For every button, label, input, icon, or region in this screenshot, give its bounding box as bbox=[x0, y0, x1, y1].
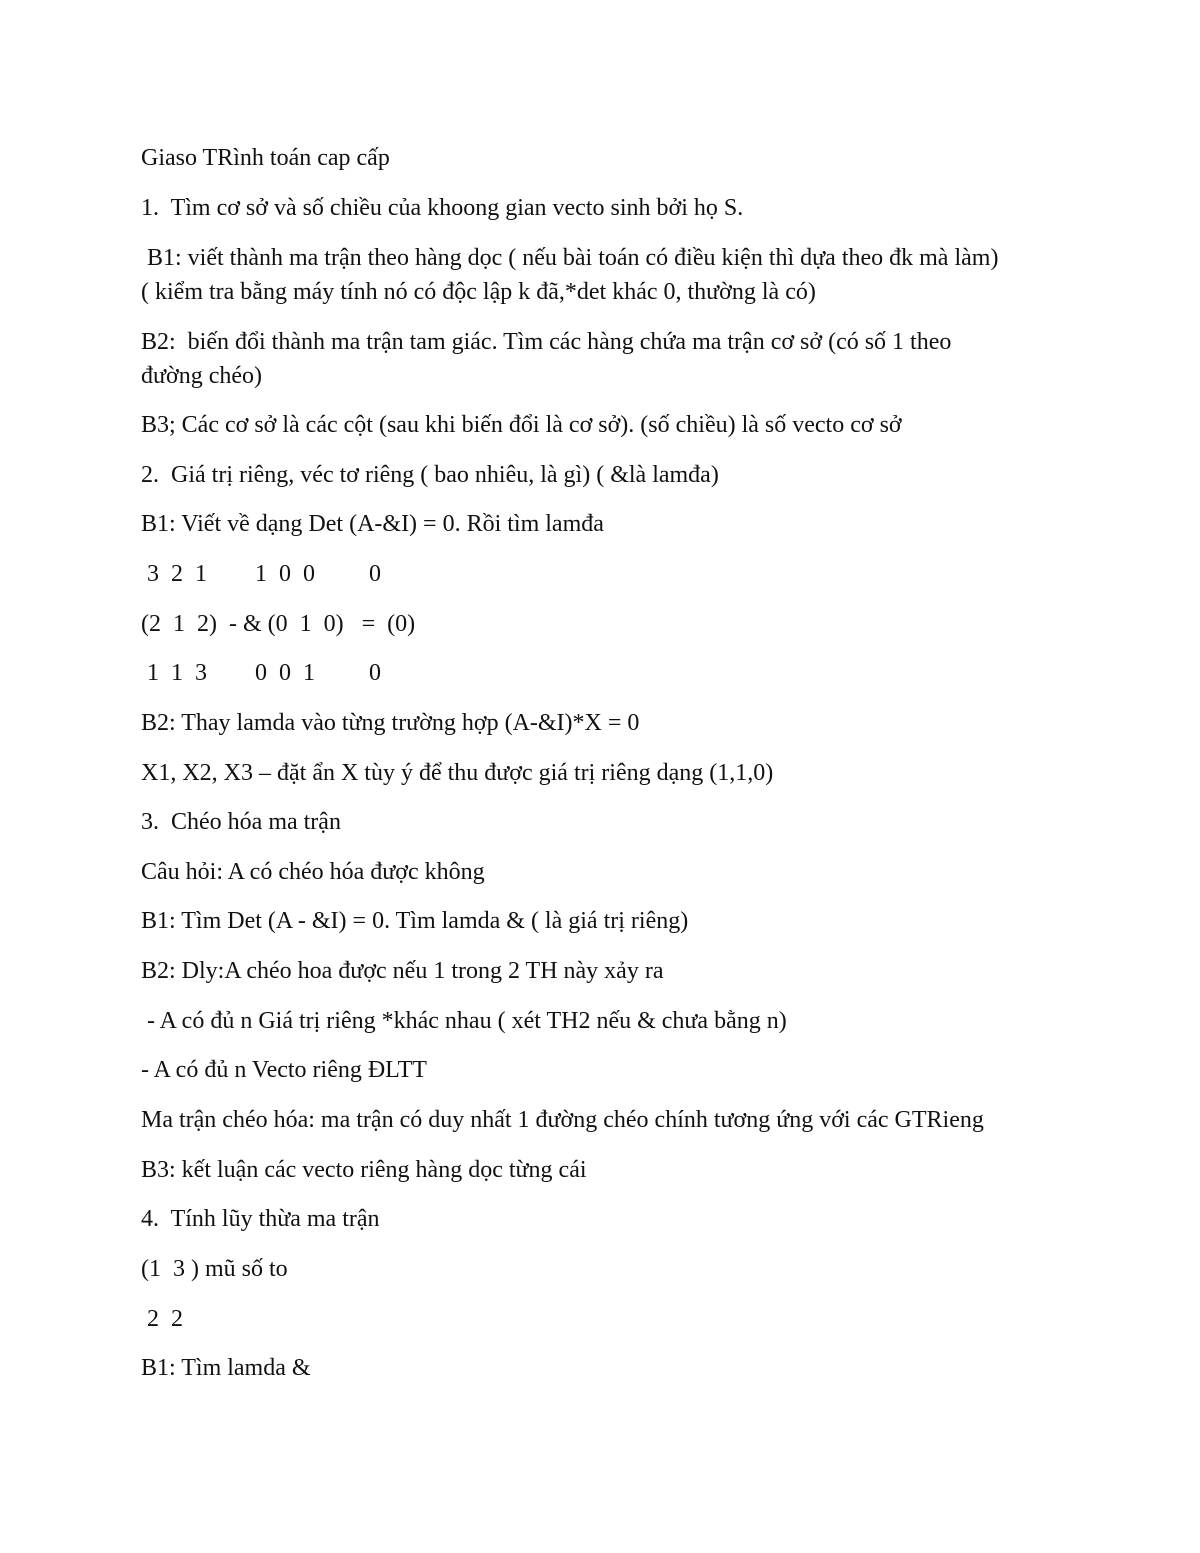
matrix-row: (1 3 ) mũ số to bbox=[141, 1256, 288, 1282]
document-title: Giaso TRình toán cap cấp bbox=[141, 145, 390, 171]
matrix-row: 3 2 1 1 0 0 0 bbox=[141, 561, 381, 587]
text-line: B2: Dly:A chéo hoa được nếu 1 trong 2 TH này xảy ra bbox=[141, 958, 664, 984]
text-line: B1: viết thành ma trận theo hàng dọc ( nếu bài toán có điều kiện thì dựa theo đk mà làm) bbox=[141, 245, 999, 271]
text-line: Ma trận chéo hóa: ma trận có duy nhất 1 đường chéo chính tương ứng với các GTRieng bbox=[141, 1107, 984, 1133]
text-line: X1, X2, X3 – đặt ẩn X tùy ý để thu được giá trị riêng dạng (1,1,0) bbox=[141, 760, 774, 786]
matrix-row: 1 1 3 0 0 1 0 bbox=[141, 660, 381, 686]
matrix-row: 2 2 bbox=[141, 1306, 183, 1332]
matrix-row: (2 1 2) - & (0 1 0) = (0) bbox=[141, 611, 416, 637]
text-line: - A có đủ n Giá trị riêng *khác nhau ( xét TH2 nếu & chưa bằng n) bbox=[141, 1008, 787, 1034]
text-line: B1: Tìm lamda & bbox=[141, 1355, 311, 1381]
text-line: B3; Các cơ sở là các cột (sau khi biến đổi là cơ sở). (số chiều) là số vecto cơ sở bbox=[141, 412, 902, 438]
text-line: B2: biến đổi thành ma trận tam giác. Tìm các hàng chứa ma trận cơ sở (có số 1 theo bbox=[141, 329, 952, 355]
text-line: ( kiểm tra bằng máy tính nó có độc lập k đã,*det khác 0, thường là có) bbox=[141, 279, 816, 305]
text-line: Câu hỏi: A có chéo hóa được không bbox=[141, 859, 485, 885]
section-heading-4: 4. Tính lũy thừa ma trận bbox=[141, 1206, 380, 1232]
text-line: B1: Tìm Det (A - &I) = 0. Tìm lamda & ( là giá trị riêng) bbox=[141, 908, 689, 934]
text-line: - A có đủ n Vecto riêng ĐLTT bbox=[141, 1057, 427, 1083]
text-line: B3: kết luận các vecto riêng hàng dọc từng cái bbox=[141, 1157, 587, 1183]
section-heading-3: 3. Chéo hóa ma trận bbox=[141, 809, 341, 835]
text-line: B1: Viết về dạng Det (A-&I) = 0. Rồi tìm lamđa bbox=[141, 511, 604, 537]
section-heading-2: 2. Giá trị riêng, véc tơ riêng ( bao nhiêu, là gì) ( &là lamđa) bbox=[141, 462, 719, 488]
text-line: B2: Thay lamda vào từng trường hợp (A-&I)*X = 0 bbox=[141, 710, 640, 736]
section-heading-1: 1. Tìm cơ sở và số chiều của khoong gian vecto sinh bởi họ S. bbox=[141, 195, 744, 221]
text-line: đường chéo) bbox=[141, 363, 262, 389]
